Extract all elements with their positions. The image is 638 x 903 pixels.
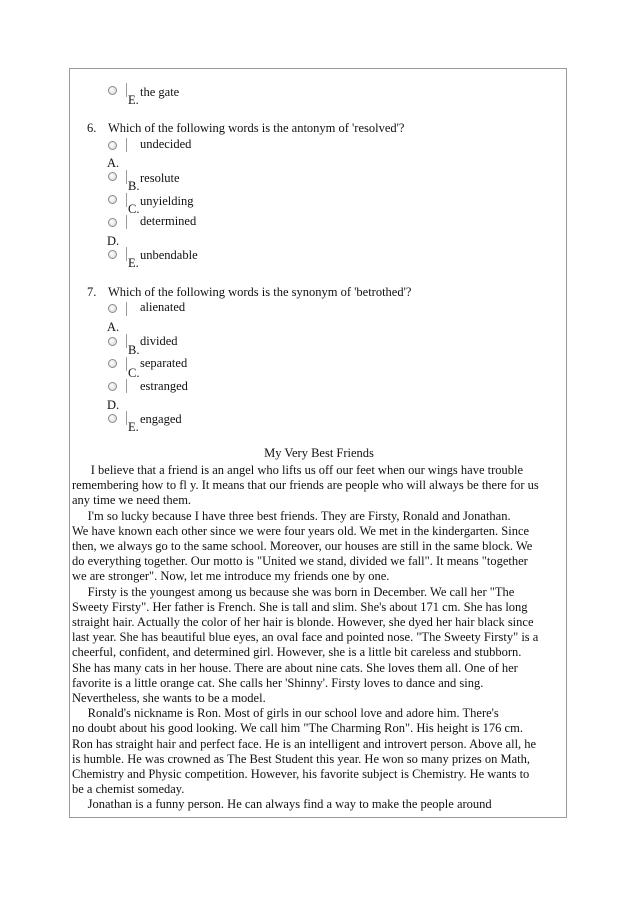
- story-line: last year. She has beautiful blue eyes, an oval face and pointed nose. "The Sweety Firsty" is a: [72, 630, 539, 645]
- story-line: do everything together. Our motto is "United we stand, divided we fall". It means "together: [72, 554, 528, 569]
- radio-q7-a[interactable]: [108, 304, 117, 313]
- q6-option-b-text: resolute: [140, 171, 180, 185]
- q6-option-b-letter: B.: [128, 179, 140, 193]
- story-line: we are stronger". Now, let me introduce my friends one by one.: [72, 569, 390, 584]
- story-body: [72, 463, 564, 813]
- story-line: remembering how to fl y. It means that our friends are people who will always be there for us: [72, 478, 539, 493]
- q6-option-a-letter: A.: [107, 156, 120, 170]
- option-divider: [126, 357, 127, 371]
- radio-q6-b[interactable]: [108, 172, 117, 181]
- story-title: My Very Best Friends: [264, 446, 374, 460]
- radio-q7-d[interactable]: [108, 382, 117, 391]
- story-line: straight hair. Actually the color of her hair is blonde. However, she dyed her hair black since: [72, 615, 534, 630]
- q7-option-b-text: divided: [140, 334, 178, 348]
- option-divider: [126, 334, 127, 348]
- story-line: Sweety Firsty". Her father is French. She is tall and slim. She's about 171 cm. She has long: [72, 599, 528, 614]
- story-line: no doubt about his good looking. We call him "The Charming Ron". His height is 176 cm.: [72, 721, 523, 736]
- option-divider: [126, 247, 127, 261]
- story-line: Firsty is the youngest among us because she was born in December. We call her "The: [72, 584, 515, 599]
- question-7-text: Which of the following words is the synonym of 'betrothed'?: [108, 285, 412, 299]
- option-divider: [126, 379, 127, 393]
- question-6-number: 6.: [87, 121, 97, 135]
- story-line: cheerful, confident, and determined girl. However, she is a little bit careless and stubborn.: [72, 645, 522, 660]
- radio-q6-a[interactable]: [108, 141, 117, 150]
- story-line: is humble. He was crowned as The Best Student this year. He won so many prizes on Math,: [72, 751, 531, 766]
- q7-option-e-text: engaged: [140, 412, 182, 426]
- radio-q7-b[interactable]: [108, 337, 117, 346]
- q7-option-d-letter: D.: [107, 398, 120, 412]
- q7-option-a-letter: A.: [107, 320, 120, 334]
- question-7-number: 7.: [87, 285, 97, 299]
- story-line: Jonathan is a funny person. He can always find a way to make the people around: [72, 797, 492, 812]
- radio-q6-d[interactable]: [108, 218, 117, 227]
- q6-option-e-text: unbendable: [140, 248, 198, 262]
- story-line: be a chemist someday.: [72, 782, 185, 797]
- option-divider: [126, 411, 127, 425]
- option-divider: [126, 170, 127, 184]
- story-line: I'm so lucky because I have three best friends. They are Firsty, Ronald and Jonathan.: [72, 508, 511, 523]
- story-line: I believe that a friend is an angel who lifts us off our feet when our wings have trouble: [72, 463, 524, 477]
- q6-option-d-letter: D.: [107, 234, 120, 248]
- radio-q7-e[interactable]: [108, 414, 117, 423]
- option-divider: [126, 193, 127, 207]
- story-line: Ron has straight hair and perfect face. He is an intelligent and introvert person. Above all, he: [72, 736, 537, 751]
- q7-option-c-letter: C.: [128, 366, 140, 380]
- option-divider: [126, 302, 127, 316]
- q6-option-c-letter: C.: [128, 202, 140, 216]
- radio-q6-e[interactable]: [108, 250, 117, 259]
- option-divider: [126, 138, 127, 152]
- radio-q7-c[interactable]: [108, 359, 117, 368]
- story-line: Ronald's nickname is Ron. Most of girls in our school love and adore him. There's: [72, 706, 499, 721]
- q7-option-e-letter: E.: [128, 420, 139, 434]
- option-text: the gate: [140, 85, 180, 99]
- story-line: favorite is a little orange cat. She calls her 'Shinny'. Firsty loves to dance and sing.: [72, 675, 484, 690]
- option-letter: E.: [128, 93, 139, 107]
- q6-option-e-letter: E.: [128, 256, 139, 270]
- radio-prev-e[interactable]: [108, 86, 117, 95]
- q7-option-b-letter: B.: [128, 343, 140, 357]
- q7-option-a-text: alienated: [140, 300, 186, 314]
- story-line: any time we need them.: [72, 493, 192, 508]
- radio-q6-c[interactable]: [108, 195, 117, 204]
- q7-option-d-text: estranged: [140, 379, 188, 393]
- q7-option-c-text: separated: [140, 356, 188, 370]
- q6-option-d-text: determined: [140, 214, 197, 228]
- story-line: Chemistry and Physic competition. However, his favorite subject is Chemistry. He wants to: [72, 767, 530, 782]
- q6-option-c-text: unyielding: [140, 194, 194, 208]
- story-line: then, we always go to the same school. Moreover, our houses are still in the same block. We: [72, 539, 533, 554]
- story-line: She has many cats in her house. There are about nine cats. She loves them all. One of her: [72, 660, 518, 675]
- question-6-text: Which of the following words is the antonym of 'resolved'?: [108, 121, 405, 135]
- option-divider: [126, 215, 127, 229]
- q6-option-a-text: undecided: [140, 137, 192, 151]
- story-line: We have known each other since we were four years old. We met in the kindergarten. Since: [72, 523, 530, 538]
- option-divider: [126, 83, 127, 97]
- story-line: Nevertheless, she wants to be a model.: [72, 691, 266, 706]
